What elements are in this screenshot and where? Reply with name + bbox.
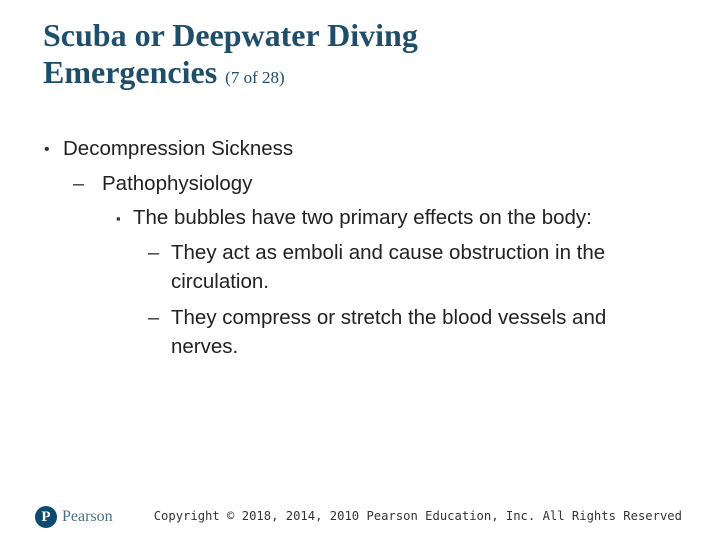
bullet-l1-marker: • [44,141,50,158]
title-main-text: Emergencies [43,54,218,90]
bullet-l3-text: The bubbles have two primary effects on the body: [133,206,592,229]
bullet-l2-marker: – [73,173,85,195]
bullet-l4-marker-2: – [148,307,160,329]
title-line-1: Scuba or Deepwater Diving [43,17,418,53]
item1-line1: They act as emboli and cause obstruction in the [171,241,606,264]
pearson-wordmark: Pearson [62,508,113,525]
pearson-p-icon: P [35,506,57,528]
bullet-l2-text: Pathophysiology [102,172,253,195]
bullet-l4-marker-1: – [148,242,160,264]
item2-line2: nerves. [171,335,239,358]
slide-counter: (7 of 28) [225,68,285,87]
copyright-notice: Copyright © 2018, 2014, 2010 Pearson Education, Inc. All Rights Reserved [153,509,682,523]
item2-line1: They compress or stretch the blood vessels and [171,306,607,329]
pearson-logo [35,505,113,529]
item1-line2: circulation. [171,270,269,293]
bullet-l3-marker: ▪ [116,211,121,226]
bullet-l1-text: Decompression Sickness [63,137,294,160]
